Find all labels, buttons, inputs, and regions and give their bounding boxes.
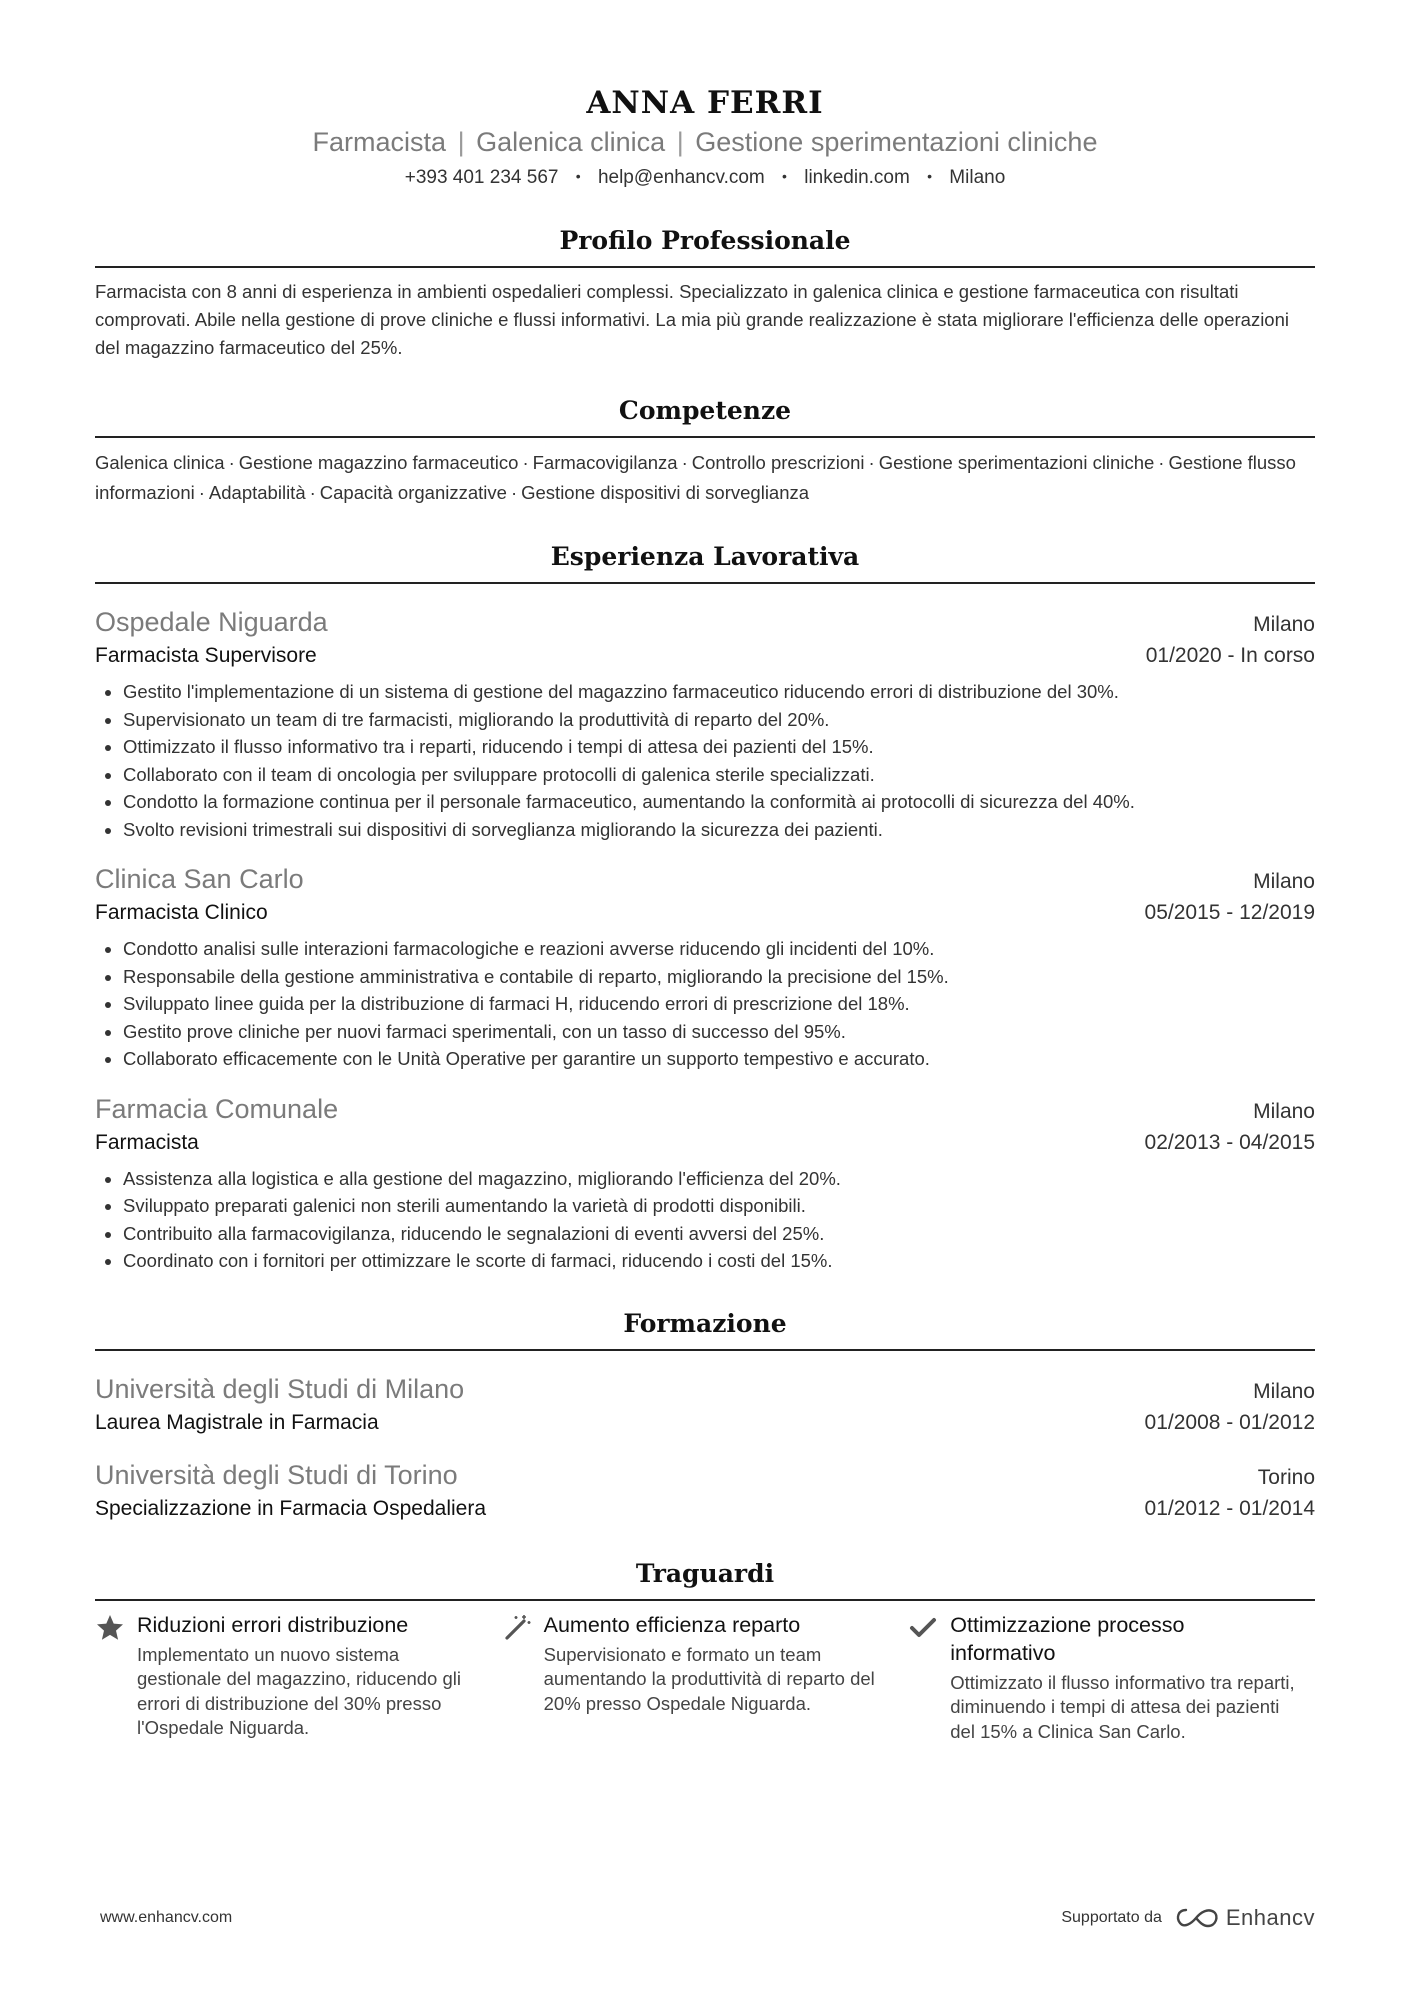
headline-separator: | [676,127,684,157]
experience-entry [95,1091,1315,1275]
skill-separator: · [309,482,316,503]
skill-item: Adaptabilità [208,482,306,503]
footer-website[interactable]: www.enhancv.com [100,1909,233,1926]
education-entry [95,1457,1315,1525]
education-entry [95,1371,1315,1439]
achievement-description: Supervisionato e formato un team aumentando la produttività di reparto del 20% presso Ospedale Niguarda. [543,1643,875,1714]
skills-section [95,392,1315,508]
entry-dates: 02/2013 - 04/2015 [1144,1130,1315,1154]
bullet-item: • Collaborato con il team di oncologia per sviluppare protocolli di galenica sterile specializzati. [123,761,1315,789]
achievement-body [137,1611,482,1741]
bullet-item: • Sviluppato preparati galenici non sterili aumentando la varietà di prodotti disponibili. [123,1192,1315,1220]
skill-item: Gestione dispositivi di sorveglianza [521,482,810,503]
section-title: Traguardi [95,1555,1315,1601]
skill-separator: · [228,452,235,473]
entry-location: Milano [1253,870,1315,893]
entry-header-row [95,604,1315,640]
star-icon [95,1613,125,1643]
footer-branding [1061,1905,1315,1931]
candidate-name: ANNA FERRI [586,85,824,121]
achievement-body [950,1611,1295,1745]
profile-section [95,222,1315,362]
entry-dates: 01/2012 - 01/2014 [1144,1496,1315,1520]
skill-separator: · [522,452,529,473]
skill-item: Capacità organizzative [319,482,507,503]
skill-separator: · [681,452,688,473]
entry-role-row [95,1127,1315,1159]
skill-item: Gestione flusso informazioni [95,452,1296,503]
education-list [95,1351,1315,1525]
job-title: Farmacista Clinico [95,901,268,924]
entry-degree-row [95,1493,1315,1525]
skill-separator: · [198,482,205,503]
achievement-body [544,1611,889,1717]
entry-header-row [95,1371,1315,1407]
entry-role-row [95,640,1315,672]
section-title: Competenze [95,392,1315,438]
company-name: Clinica San Carlo [95,864,304,894]
contact-info [95,162,1315,192]
entry-header-row [95,1091,1315,1127]
entry-degree-row [95,1407,1315,1439]
experience-list [95,584,1315,1275]
skill-item: Controllo prescrizioni [691,452,865,473]
headline-item: Galenica clinica [476,127,666,157]
education-section [95,1305,1315,1525]
section-title: Esperienza Lavorativa [95,538,1315,584]
section-title: Formazione [95,1305,1315,1351]
contact-location: Milano [949,167,1006,188]
bullet-item: • Responsabile della gestione amministrativa e contabile di reparto, migliorando la precisione del 15%. [123,963,1315,991]
brand-name: Enhancv [1225,1905,1315,1930]
bullet-item: • Sviluppato linee guida per la distribuzione di farmaci H, riducendo errori di prescrizione del 18%. [123,990,1315,1018]
skill-separator: · [868,452,875,473]
experience-entry [95,861,1315,1073]
achievements-list [95,1611,1315,1745]
skill-item: Gestione magazzino farmaceutico [238,452,519,473]
company-name: Ospedale Niguarda [95,607,328,637]
entry-location: Milano [1253,1099,1315,1123]
section-title: Profilo Professionale [95,222,1315,268]
bullet-item: • Supervisionato un team di tre farmacisti, migliorando la produttività di reparto del 20%. [123,706,1315,734]
job-title: Farmacista [95,1130,199,1154]
bullet-item: • Gestito prove cliniche per nuovi farmaci sperimentali, con un tasso di successo del 95%. [123,1018,1315,1046]
bullet-item: • Svolto revisioni trimestrali sui dispositivi di sorveglianza migliorando la sicurezza dei pazienti. [123,816,1315,844]
checkmark-icon [908,1613,938,1643]
institution-name: Università degli Studi di Torino [95,1459,458,1490]
bullet-item: • Coordinato con i fornitori per ottimizzare le scorte di farmaci, riducendo i costi del 15%. [123,1247,1315,1275]
achievement-title: Aumento efficienza reparto [543,1612,801,1637]
achievement-item [908,1611,1315,1745]
entry-role-row [95,897,1315,929]
contact-linkedin[interactable]: linkedin.com [804,167,910,188]
degree-title: Laurea Magistrale in Farmacia [95,1410,379,1434]
contact-separator: • [927,168,933,184]
degree-title: Specializzazione in Farmacia Ospedaliera [95,1496,487,1520]
contact-separator: • [575,168,581,184]
achievement-bullets [95,678,1315,843]
headline [95,124,1315,160]
company-name: Farmacia Comunale [95,1093,339,1124]
institution-name: Università degli Studi di Milano [95,1373,465,1404]
bullet-item: • Assistenza alla logistica e alla gestione del magazzino, migliorando l'efficienza del 20%. [123,1165,1315,1193]
bullet-item: • Contribuito alla farmacovigilanza, riducendo le segnalazioni di eventi avversi del 25%. [123,1220,1315,1248]
bullet-item: • Condotto la formazione continua per il personale farmaceutico, aumentando la conformità ai protocolli di sicurezza del 40%. [123,788,1315,816]
headline-item: Gestione sperimentazioni cliniche [695,127,1098,157]
profile-summary: Farmacista con 8 anni di esperienza in ambienti ospedalieri complessi. Specializzato in galenica clinica e gestione farmaceutica con risultati comprovati. Abile nella gestione di prove cliniche e flussi informativi. La mia più grande realizzazione è stata migliorare l'efficienza delle operazioni del magazzino farmaceutico del 25%. [95,281,1289,358]
page-footer [100,1905,1315,1931]
achievement-bullets [95,1165,1315,1275]
contact-email[interactable]: help@enhancv.com [597,167,765,188]
contact-phone[interactable]: +393 401 234 567 [404,167,559,188]
bullet-item: • Gestito l'implementazione di un sistema di gestione del magazzino farmaceutico riducendo errori di distribuzione del 30%. [123,678,1315,706]
entry-header-row [95,1457,1315,1493]
skill-item: Farmacovigilanza [532,452,678,473]
experience-section [95,538,1315,1275]
entry-location: Milano [1253,1379,1315,1403]
entry-location: Torino [1257,1465,1315,1489]
entry-location: Milano [1253,613,1315,636]
entry-dates: 05/2015 - 12/2019 [1144,901,1315,924]
bullet-item: • Condotto analisi sulle interazioni farmacologiche e reazioni avverse riducendo gli incidenti del 10%. [123,935,1315,963]
contact-separator: • [782,168,787,184]
headline-item: Farmacista [312,127,447,157]
entry-header-row [95,861,1315,897]
achievement-title: Ottimizzazione processo informativo [950,1612,1185,1665]
achievements-section [95,1555,1315,1745]
achievement-description: Ottimizzato il flusso informativo tra reparti, diminuendo i tempi di attesa dei pazienti del 15% a Clinica San Carlo. [950,1671,1295,1742]
achievement-title: Riduzioni errori distribuzione [137,1612,409,1637]
skill-separator: · [1158,452,1165,473]
headline-separator: | [457,127,465,157]
skill-separator: · [510,482,518,503]
skills-list [95,448,1315,508]
achievement-item [95,1611,502,1745]
entry-dates: 01/2008 - 01/2012 [1144,1410,1315,1434]
powered-by-label: Supportato da [1061,1909,1162,1926]
experience-entry [95,604,1315,843]
enhancv-logo-icon [1174,1906,1220,1930]
bullet-item: • Collaborato efficacemente con le Unità Operative per garantire un supporto tempestivo e accurato. [123,1045,1315,1073]
magic-wand-icon [502,1613,532,1643]
achievement-description: Implementato un nuovo sistema gestionale del magazzino, riducendo gli errori di distribuzione del 30% presso l'Ospedale Niguarda. [137,1643,461,1738]
skill-item: Galenica clinica [95,452,225,473]
bullet-item: • Ottimizzato il flusso informativo tra i reparti, riducendo i tempi di attesa dei pazienti del 15%. [123,733,1315,761]
resume-header [95,84,1315,192]
job-title: Farmacista Supervisore [95,644,317,667]
achievement-item [502,1611,909,1745]
achievement-bullets [95,935,1315,1073]
skill-item: Gestione sperimentazioni cliniche [878,452,1155,473]
entry-dates: 01/2020 - In corso [1145,644,1315,667]
enhancv-logo[interactable] [1174,1905,1315,1931]
